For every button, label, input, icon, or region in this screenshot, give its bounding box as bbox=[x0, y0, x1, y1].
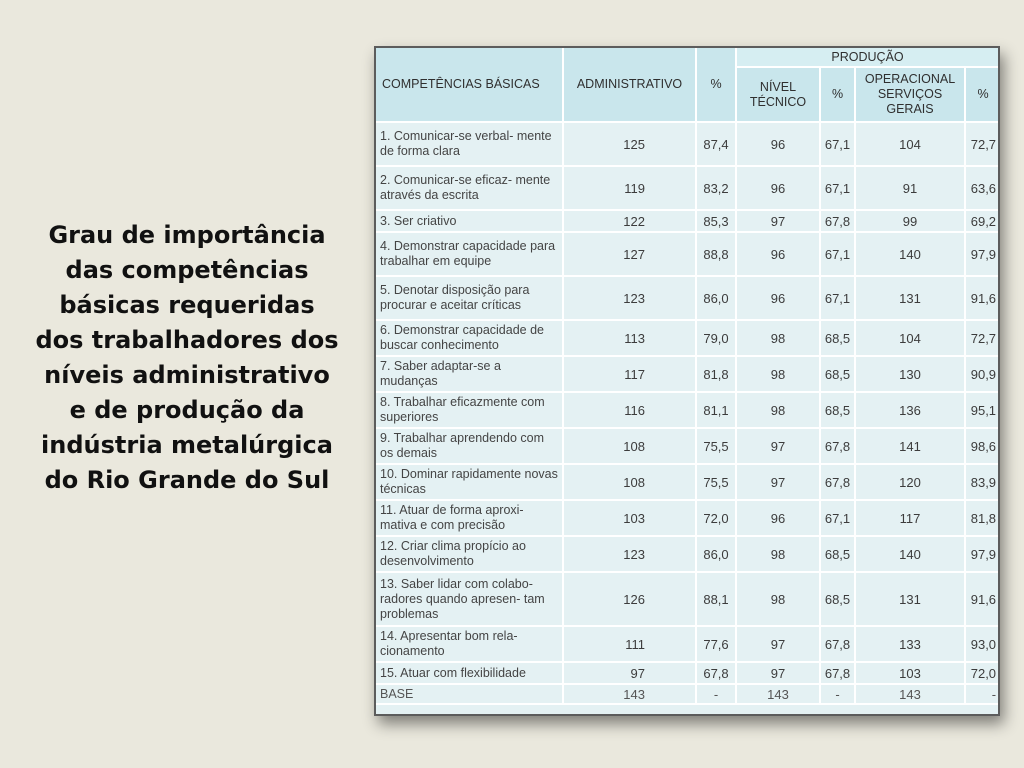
percent-cell: 75,5 bbox=[697, 465, 737, 501]
percent-cell: 67,1 bbox=[821, 501, 856, 537]
percent-cell: 72,0 bbox=[966, 663, 1000, 685]
competency-label: 7. Saber adaptar-se a mudanças bbox=[376, 357, 564, 393]
table-row bbox=[376, 537, 1000, 573]
percent-cell: 72,7 bbox=[966, 123, 1000, 167]
table-row bbox=[376, 123, 1000, 167]
percent-cell: 81,1 bbox=[697, 393, 737, 429]
percent-cell: 63,6 bbox=[966, 167, 1000, 211]
table-row bbox=[376, 277, 1000, 321]
operacional-cell: 136 bbox=[856, 393, 966, 429]
nivel-tecnico-cell: 98 bbox=[737, 357, 821, 393]
administrativo-cell: 116 bbox=[564, 393, 697, 429]
nivel-tecnico-cell: 98 bbox=[737, 573, 821, 627]
operacional-cell: 143 bbox=[856, 685, 966, 705]
administrativo-cell: 123 bbox=[564, 277, 697, 321]
percent-cell: 91,6 bbox=[966, 573, 1000, 627]
percent-cell: 83,9 bbox=[966, 465, 1000, 501]
competency-label: 1. Comunicar-se verbal- mente de forma clara bbox=[376, 123, 564, 167]
percent-cell: - bbox=[966, 685, 1000, 705]
percent-cell: 72,0 bbox=[697, 501, 737, 537]
operacional-cell: 99 bbox=[856, 211, 966, 233]
competency-label: 4. Demonstrar capacidade para trabalhar em equipe bbox=[376, 233, 564, 277]
percent-cell: 67,8 bbox=[821, 429, 856, 465]
title-line: indústria metalúrgica bbox=[41, 431, 333, 459]
nivel-tecnico-cell: 96 bbox=[737, 501, 821, 537]
percent-cell: - bbox=[697, 685, 737, 705]
competency-label: 8. Trabalhar eficazmente com superiores bbox=[376, 393, 564, 429]
table-row bbox=[376, 685, 1000, 705]
competency-label: 15. Atuar com flexibilidade bbox=[376, 663, 564, 685]
percent-cell: 87,4 bbox=[697, 123, 737, 167]
percent-cell: 83,2 bbox=[697, 167, 737, 211]
operacional-cell: 131 bbox=[856, 573, 966, 627]
competencias-table bbox=[376, 48, 1000, 705]
percent-cell: 67,8 bbox=[821, 465, 856, 501]
percent-cell: 88,1 bbox=[697, 573, 737, 627]
administrativo-cell: 123 bbox=[564, 537, 697, 573]
administrativo-cell: 126 bbox=[564, 573, 697, 627]
title-line: das competências bbox=[65, 256, 309, 284]
table-body bbox=[376, 123, 1000, 705]
table-row bbox=[376, 167, 1000, 211]
nivel-tecnico-cell: 96 bbox=[737, 123, 821, 167]
percent-cell: 86,0 bbox=[697, 277, 737, 321]
table-row bbox=[376, 321, 1000, 357]
percent-cell: 98,6 bbox=[966, 429, 1000, 465]
slide-title bbox=[22, 218, 352, 498]
header-nivel-tecnico: NÍVEL TÉCNICO bbox=[737, 68, 821, 123]
percent-cell: 68,5 bbox=[821, 537, 856, 573]
table-row bbox=[376, 211, 1000, 233]
competency-label: 5. Denotar disposição para procurar e aceitar críticas bbox=[376, 277, 564, 321]
percent-cell: 88,8 bbox=[697, 233, 737, 277]
competency-label: 14. Apresentar bom rela- cionamento bbox=[376, 627, 564, 663]
table-row bbox=[376, 627, 1000, 663]
nivel-tecnico-cell: 96 bbox=[737, 167, 821, 211]
percent-cell: 79,0 bbox=[697, 321, 737, 357]
header-administrativo: ADMINISTRATIVO bbox=[564, 48, 697, 123]
administrativo-cell: 143 bbox=[564, 685, 697, 705]
percent-cell: 69,2 bbox=[966, 211, 1000, 233]
header-percent: % bbox=[697, 48, 737, 123]
title-line: níveis administrativo bbox=[44, 361, 330, 389]
percent-cell: 97,9 bbox=[966, 537, 1000, 573]
competency-label: 13. Saber lidar com colabo- radores quando apresen- tam problemas bbox=[376, 573, 564, 627]
nivel-tecnico-cell: 143 bbox=[737, 685, 821, 705]
nivel-tecnico-cell: 97 bbox=[737, 627, 821, 663]
percent-cell: - bbox=[821, 685, 856, 705]
competency-label: 6. Demonstrar capacidade de buscar conhecimento bbox=[376, 321, 564, 357]
percent-cell: 81,8 bbox=[697, 357, 737, 393]
percent-cell: 67,8 bbox=[821, 211, 856, 233]
percent-cell: 93,0 bbox=[966, 627, 1000, 663]
competency-label: 9. Trabalhar aprendendo com os demais bbox=[376, 429, 564, 465]
table-row bbox=[376, 233, 1000, 277]
title-line: Grau de importância bbox=[48, 221, 326, 249]
administrativo-cell: 127 bbox=[564, 233, 697, 277]
percent-cell: 68,5 bbox=[821, 573, 856, 627]
percent-cell: 67,1 bbox=[821, 277, 856, 321]
percent-cell: 68,5 bbox=[821, 321, 856, 357]
competency-label: BASE bbox=[376, 685, 564, 705]
nivel-tecnico-cell: 97 bbox=[737, 465, 821, 501]
header-percent: % bbox=[821, 68, 856, 123]
percent-cell: 68,5 bbox=[821, 393, 856, 429]
competency-label: 12. Criar clima propício ao desenvolvimento bbox=[376, 537, 564, 573]
percent-cell: 67,1 bbox=[821, 167, 856, 211]
percent-cell: 67,8 bbox=[821, 663, 856, 685]
table-row bbox=[376, 501, 1000, 537]
administrativo-cell: 122 bbox=[564, 211, 697, 233]
administrativo-cell: 113 bbox=[564, 321, 697, 357]
operacional-cell: 130 bbox=[856, 357, 966, 393]
administrativo-cell: 108 bbox=[564, 429, 697, 465]
title-line: do Rio Grande do Sul bbox=[44, 466, 330, 494]
operacional-cell: 103 bbox=[856, 663, 966, 685]
competency-label: 10. Dominar rapidamente novas técnicas bbox=[376, 465, 564, 501]
title-line: básicas requeridas bbox=[59, 291, 315, 319]
percent-cell: 77,6 bbox=[697, 627, 737, 663]
percent-cell: 68,5 bbox=[821, 357, 856, 393]
percent-cell: 86,0 bbox=[697, 537, 737, 573]
administrativo-cell: 97 bbox=[564, 663, 697, 685]
nivel-tecnico-cell: 98 bbox=[737, 393, 821, 429]
table-row bbox=[376, 573, 1000, 627]
percent-cell: 91,6 bbox=[966, 277, 1000, 321]
nivel-tecnico-cell: 98 bbox=[737, 537, 821, 573]
header-competencias: COMPETÊNCIAS BÁSICAS bbox=[376, 48, 564, 123]
competency-label: 11. Atuar de forma aproxi- mativa e com precisão bbox=[376, 501, 564, 537]
percent-cell: 67,1 bbox=[821, 233, 856, 277]
competency-label: 2. Comunicar-se eficaz- mente através da escrita bbox=[376, 167, 564, 211]
table-row bbox=[376, 663, 1000, 685]
title-line: e de produção da bbox=[69, 396, 305, 424]
administrativo-cell: 108 bbox=[564, 465, 697, 501]
percent-cell: 90,9 bbox=[966, 357, 1000, 393]
operacional-cell: 120 bbox=[856, 465, 966, 501]
table-row bbox=[376, 357, 1000, 393]
operacional-cell: 141 bbox=[856, 429, 966, 465]
percent-cell: 67,1 bbox=[821, 123, 856, 167]
operacional-cell: 91 bbox=[856, 167, 966, 211]
operacional-cell: 104 bbox=[856, 321, 966, 357]
percent-cell: 85,3 bbox=[697, 211, 737, 233]
title-line: dos trabalhadores dos bbox=[35, 326, 339, 354]
operacional-cell: 104 bbox=[856, 123, 966, 167]
nivel-tecnico-cell: 97 bbox=[737, 663, 821, 685]
percent-cell: 75,5 bbox=[697, 429, 737, 465]
competency-label: 3. Ser criativo bbox=[376, 211, 564, 233]
table-row bbox=[376, 393, 1000, 429]
operacional-cell: 140 bbox=[856, 537, 966, 573]
operacional-cell: 133 bbox=[856, 627, 966, 663]
administrativo-cell: 103 bbox=[564, 501, 697, 537]
percent-cell: 97,9 bbox=[966, 233, 1000, 277]
administrativo-cell: 119 bbox=[564, 167, 697, 211]
table-row bbox=[376, 429, 1000, 465]
header-producao: PRODUÇÃO bbox=[737, 48, 1000, 68]
nivel-tecnico-cell: 98 bbox=[737, 321, 821, 357]
nivel-tecnico-cell: 96 bbox=[737, 277, 821, 321]
administrativo-cell: 125 bbox=[564, 123, 697, 167]
percent-cell: 72,7 bbox=[966, 321, 1000, 357]
header-operacional: OPERACIONAL SERVIÇOS GERAIS bbox=[856, 68, 966, 123]
nivel-tecnico-cell: 96 bbox=[737, 233, 821, 277]
operacional-cell: 140 bbox=[856, 233, 966, 277]
percent-cell: 67,8 bbox=[697, 663, 737, 685]
percent-cell: 67,8 bbox=[821, 627, 856, 663]
percent-cell: 95,1 bbox=[966, 393, 1000, 429]
administrativo-cell: 117 bbox=[564, 357, 697, 393]
operacional-cell: 117 bbox=[856, 501, 966, 537]
administrativo-cell: 111 bbox=[564, 627, 697, 663]
table-row bbox=[376, 465, 1000, 501]
table-image-frame bbox=[374, 46, 1000, 716]
header-percent: % bbox=[966, 68, 1000, 123]
operacional-cell: 131 bbox=[856, 277, 966, 321]
nivel-tecnico-cell: 97 bbox=[737, 429, 821, 465]
percent-cell: 81,8 bbox=[966, 501, 1000, 537]
nivel-tecnico-cell: 97 bbox=[737, 211, 821, 233]
